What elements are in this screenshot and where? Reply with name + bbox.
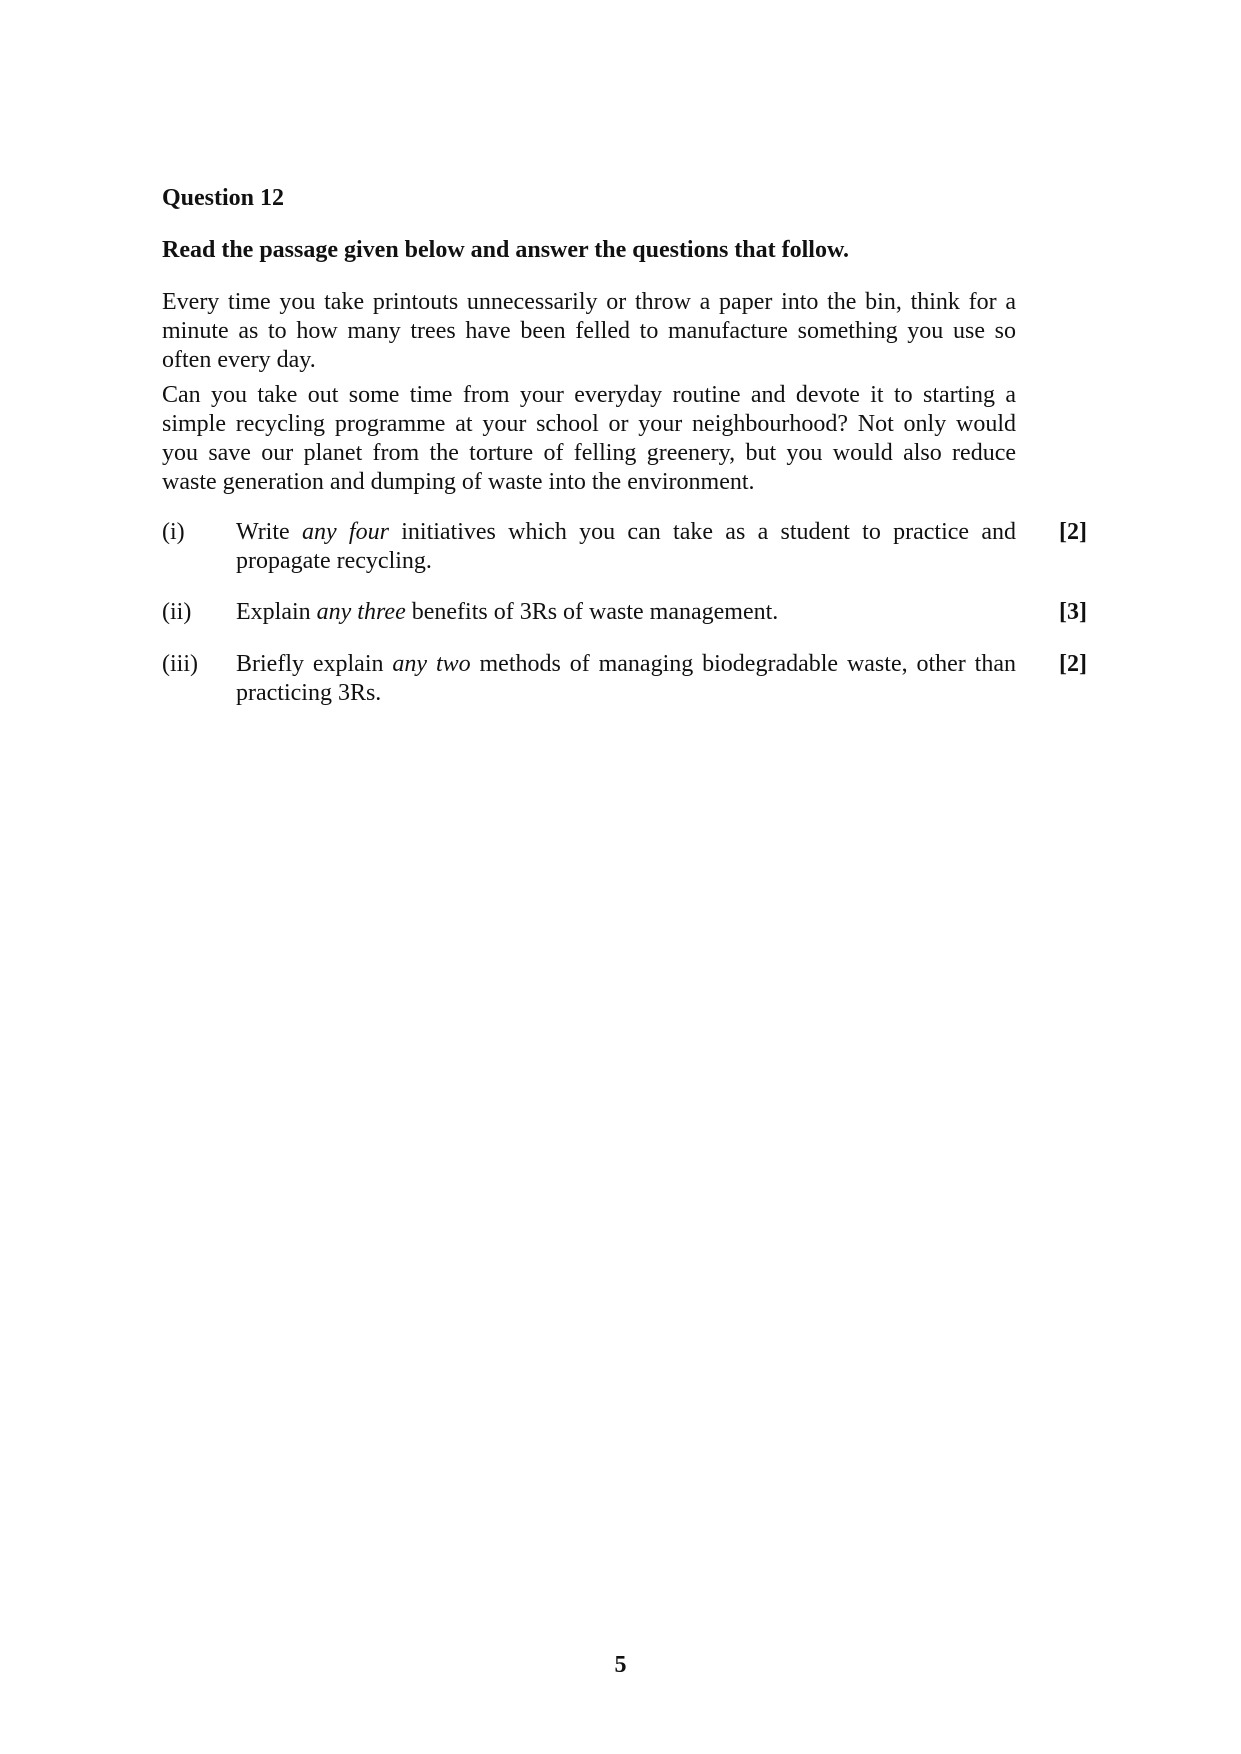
sub-question-number: (i) — [162, 519, 185, 545]
sub-question-text-part: Explain — [236, 599, 317, 625]
sub-question-text-part: Write — [236, 519, 302, 545]
sub-question-marks: [2] — [1059, 519, 1087, 545]
sub-question-number: (iii) — [162, 651, 198, 677]
passage-paragraph-1: Every time you take printouts unnecessarily or throw a paper into the bin, think for a minute as to how many trees have been felled to manufacture something you use so often every day. — [162, 289, 1016, 373]
sub-question-1 — [162, 518, 1087, 578]
sub-question-emphasis: any four — [301, 519, 389, 545]
question-title: Question 12 — [162, 185, 285, 211]
sub-question-marks: [3] — [1059, 599, 1087, 625]
page-number: 5 — [614, 1652, 627, 1678]
passage-paragraph-2: Can you take out some time from your everyday routine and devote it to starting a simple recycling programme at your school or your neighbourhood? Not only would you save our planet from the torture of felling greenery, but you would also reduce waste generation and dumping of waste into the environment. — [162, 382, 1016, 495]
sub-question-2 — [162, 598, 1087, 628]
sub-question-3 — [162, 650, 1087, 710]
sub-question-emphasis: any two — [392, 651, 471, 677]
sub-question-number: (ii) — [162, 599, 192, 625]
sub-question-text — [236, 650, 1016, 708]
sub-question-text-part: benefits of 3Rs of waste management. — [405, 599, 779, 625]
sub-question-marks: [2] — [1059, 651, 1087, 677]
sub-question-text-part: Briefly explain — [236, 651, 393, 677]
sub-question-emphasis: any three — [316, 599, 406, 625]
question-instruction: Read the passage given below and answer the questions that follow. — [162, 237, 849, 263]
sub-question-text-part: initiatives which you can take as a student to practice and propagate recycling. — [236, 519, 1017, 574]
sub-question-text — [236, 518, 1016, 576]
sub-question-text — [236, 598, 1016, 627]
sub-question-text-part: methods of managing biodegradable waste, other than practicing 3Rs. — [236, 651, 1017, 706]
